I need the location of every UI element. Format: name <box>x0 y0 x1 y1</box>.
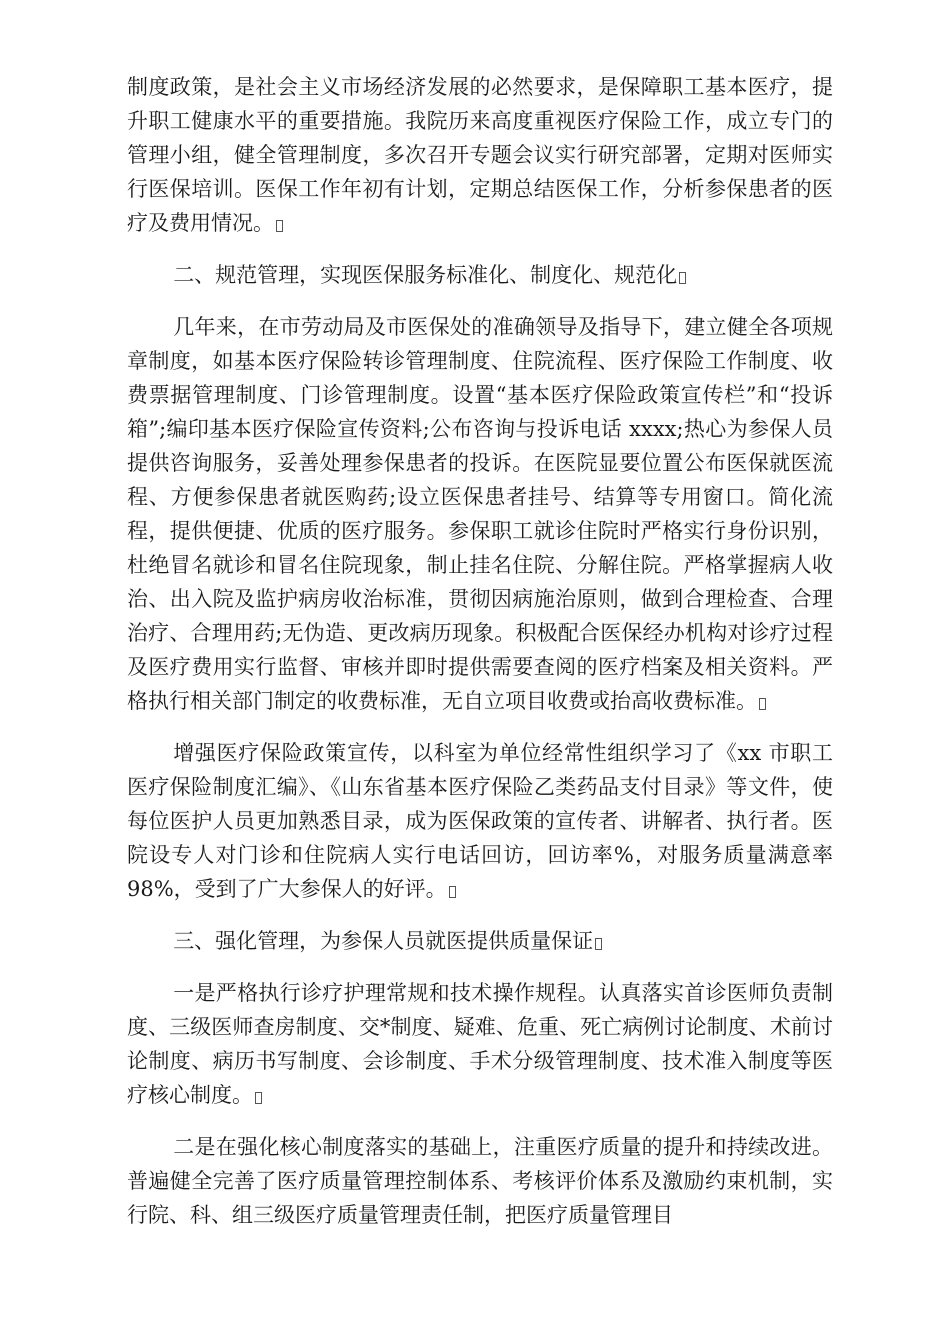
paragraph-text: 几年来，在市劳动局及市医保处的准确领导及指导下，建立健全各项规章制度，如基本医疗保险转诊管理制度、住院流程、医疗保险工作制度、收费票据管理制度、门诊管理制度。设置“基本医疗保险政策宣传栏”和“投诉箱”;编印基本医疗保险宣传资料;公布咨询与投诉电话 xxxx;热心为参保人员提供咨询服务，妥善处理参保患者的投诉。在医院显要位置公布医保就医流程、方便参保患者就医购药;设立医保患者挂号、结算等专用窗口。简化流程，提供便捷、优质的医疗服务。参保职工就诊住院时严格实行身份识别，杜绝冒名就诊和冒名住院现象，制止挂名住院、分解住院。严格掌握病人收治、出入院及监护病房收治标准，贯彻因病施治原则，做到合理检查、合理治疗、合理用药;无伪造、更改病历现象。积极配合医保经办机构对诊疗过程及医疗费用实行监督、审核并即时提供需要查阅的医疗档案及相关资料。严格执行相关部门制定的收费标准，无自立项目收费或抬高收费标准。 <box>127 315 833 713</box>
document-body <box>127 70 833 1250</box>
heading-text: 二、规范管理，实现医保服务标准化、制度化、规范化 <box>173 263 678 287</box>
section-heading-2 <box>127 258 833 292</box>
paragraph-text: 制度政策，是社会主义市场经济发展的必然要求，是保障职工基本医疗，提升职工健康水平的重要措施。我院历来高度重视医疗保险工作，成立专门的管理小组，健全管理制度，多次召开专题会议实行研究部署，定期对医师实行医保培训。医保工作年初有计划，定期总结医保工作，分析参保患者的医疗及费用情况。 <box>127 75 833 235</box>
paragraph-quality-improvement <box>127 1130 833 1232</box>
heading-text: 三、强化管理，为参保人员就医提供质量保证 <box>173 929 594 953</box>
paragraph-text: 二是在强化核心制度落实的基础上，注重医疗质量的提升和持续改进。普遍健全完善了医疗质量管理控制体系、考核评价体系及激励约束机制，实行院、科、组三级医疗质量管理责任制，把医疗质量管理目 <box>127 1135 833 1227</box>
paragraph-text: 一是严格执行诊疗护理常规和技术操作规程。认真落实首诊医师负责制度、三级医师查房制度、交*制度、疑难、危重、死亡病例讨论制度、术前讨论制度、病历书写制度、会诊制度、手术分级管理制度、技术准入制度等医疗核心制度。 <box>127 981 833 1107</box>
section-heading-3 <box>127 924 833 958</box>
paragraph-core-systems <box>127 976 833 1112</box>
paragraph-mark-icon <box>759 698 766 710</box>
paragraph-mark-icon <box>595 938 602 950</box>
paragraph-mark-icon <box>449 886 456 898</box>
paragraph-intro-continued <box>127 70 833 240</box>
paragraph-policy-promotion <box>127 736 833 906</box>
paragraph-regulations <box>127 310 833 718</box>
paragraph-mark-icon <box>255 1092 262 1104</box>
paragraph-mark-icon <box>276 220 283 232</box>
paragraph-mark-icon <box>679 272 686 284</box>
paragraph-text: 增强医疗保险政策宣传，以科室为单位经常性组织学习了《xx 市职工医疗保险制度汇编》、《山东省基本医疗保险乙类药品支付目录》等文件，使每位医护人员更加熟悉目录，成为医保政策的宣传者、讲解者、执行者。医院设专人对门诊和住院病人实行电话回访，回访率%，对服务质量满意率 98%，受到了广大参保人的好评。 <box>127 741 833 901</box>
